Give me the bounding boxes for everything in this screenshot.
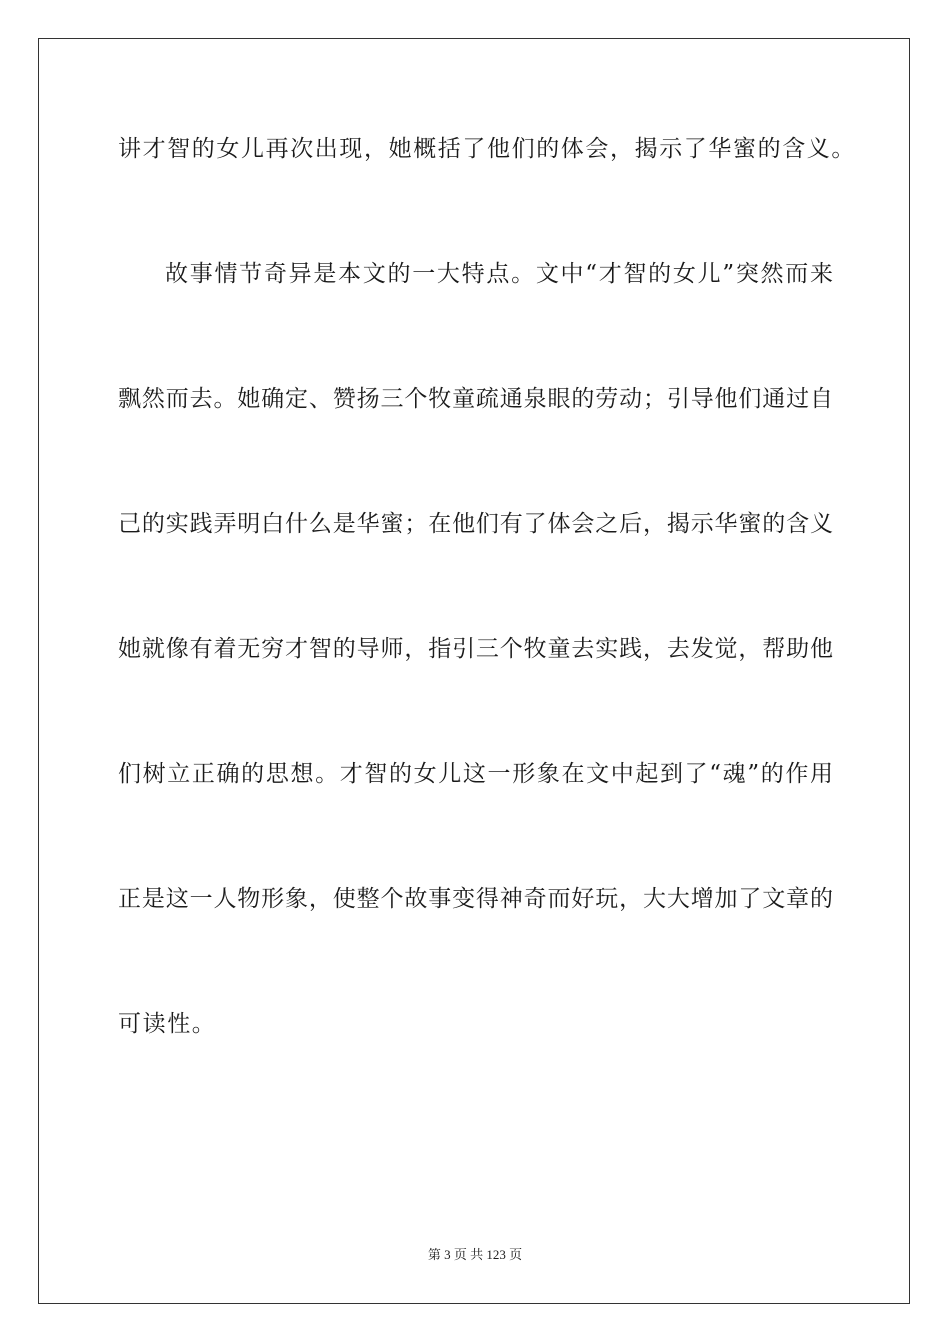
page-number-footer: 第 3 页 共 123 页 [427,1247,523,1262]
body-text-line: 可读性。 [118,1011,217,1037]
body-text-line: 己的实践弄明白什么是华蜜；在他们有了体会之后，揭示华蜜的含义 [118,511,833,537]
body-text-line: 讲才智的女儿再次出现，她概括了他们的体会，揭示了华蜜的含义。 [118,136,856,162]
body-text-line: 她就像有着无穷才智的导师，指引三个牧童去实践，去发觉，帮助他 [118,636,833,662]
page-border [38,38,910,1304]
body-text-line: 们树立正确的思想。才智的女儿这一形象在文中起到了“魂”的作用 [118,761,833,787]
body-text-line: 飘然而去。她确定、赞扬三个牧童疏通泉眼的劳动；引导他们通过自 [118,386,833,412]
body-text-line: 正是这一人物形象，使整个故事变得神奇而好玩，大大增加了文章的 [118,886,833,912]
body-text-line: 故事情节奇异是本文的一大特点。文中“才智的女儿”突然而来 [165,261,833,287]
